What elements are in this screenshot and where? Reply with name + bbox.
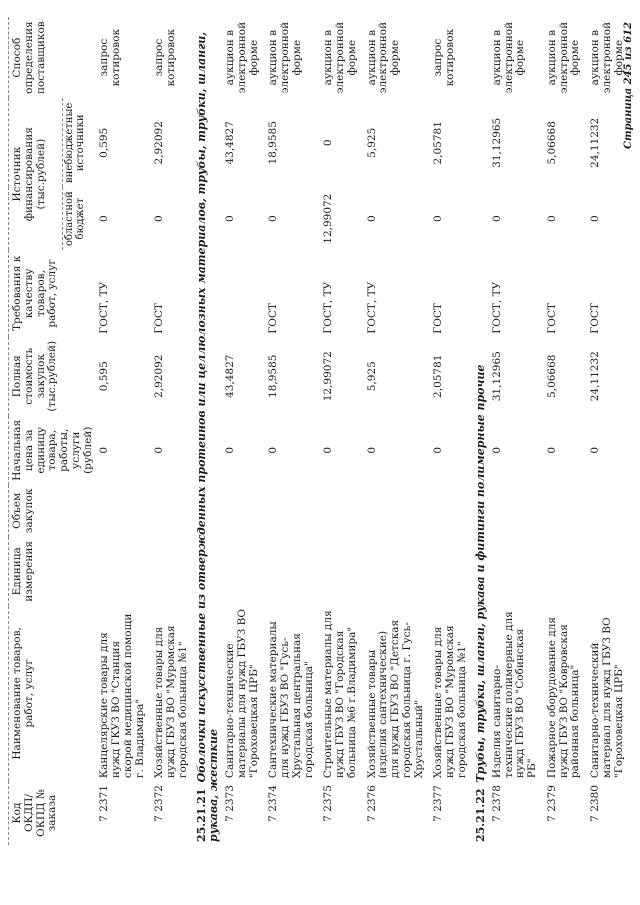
row-requirements: ГОСТ (267, 303, 280, 334)
row-total: 18,9585 (267, 354, 280, 398)
row-requirements: ГОСТ, ТУ (365, 281, 378, 334)
row-method: аукцион в электронной форме (322, 21, 358, 94)
row-name: Строительные материалы для нужд ГБУЗ ВО "Городская больница №6 г.Владимира" (322, 610, 358, 779)
row-method: аукцион в электронной форме (490, 21, 527, 94)
row-price: 0 (490, 446, 503, 454)
row-volume (319, 485, 362, 537)
row-method: аукцион в электронной форме (589, 21, 625, 94)
row-volume (363, 485, 430, 537)
header-unit: Единица измерения (9, 537, 96, 606)
row-requirements: ГОСТ, ТУ (98, 281, 111, 334)
row-price: 0 (267, 446, 280, 454)
row-regional-budget: 0 (365, 215, 378, 223)
row-volume (95, 485, 150, 537)
row-extra-budget: 0,595 (98, 127, 111, 158)
row-volume (429, 485, 472, 537)
row-extra-budget: 24,11232 (589, 117, 602, 168)
section-code: 25.21.22 (473, 788, 487, 842)
table-row (95, 17, 150, 845)
row-price: 0 (432, 446, 445, 454)
row-name: Канцелярские товары для нужд ГКУЗ ВО "Станция скорой медицинской помощи г. Владимира" (98, 613, 146, 779)
section-heading (194, 17, 222, 845)
row-extra-budget: 5,06668 (545, 121, 558, 165)
row-total: 43,4827 (224, 354, 237, 398)
row-name: Хозяйственные товары (изделия сантехнические) для нужд ГБУЗ ВО "Детская городская больница г. Гусь-Хрустальный" (365, 619, 425, 779)
row-method: запрос котировок (153, 28, 177, 87)
row-unit (319, 537, 362, 606)
row-unit (150, 537, 193, 606)
table-body (95, 17, 629, 845)
row-name: Пожарное оборудование для нужд ГБУЗ ВО "Ковровская районная больница" (545, 616, 582, 779)
header-financing: Источник финансирования (тыс.рублей) (9, 98, 63, 250)
row-requirements: ГОСТ (589, 303, 602, 334)
row-total: 31,12965 (490, 351, 503, 402)
row-name: Санитарно-технические материалы для нужд ГБУЗ ВО "Гороховецкая ЦРБ" (224, 609, 260, 779)
row-total: 2,05781 (432, 354, 445, 398)
row-extra-budget: 31,12965 (490, 117, 503, 168)
row-code: 7 2378 (490, 785, 503, 822)
row-regional-budget: 0 (153, 215, 166, 223)
row-regional-budget: 0 (432, 215, 445, 223)
row-regional-budget: 0 (98, 215, 111, 223)
row-volume (586, 485, 629, 537)
section-code: 25.21.21 (194, 788, 208, 842)
row-unit (429, 537, 472, 606)
row-code: 7 2376 (365, 785, 378, 822)
row-name: Санитарно-технический материал для нужд ГБУЗ ВО "Гороховецкая ЦРБ" (589, 617, 625, 779)
row-requirements: ГОСТ, ТУ (490, 281, 503, 334)
row-requirements: ГОСТ, ТУ (322, 281, 335, 334)
page-number: Страница 245 из 612 (623, 22, 634, 149)
row-total: 5,06668 (545, 354, 558, 398)
row-price: 0 (545, 446, 558, 454)
row-volume (221, 485, 264, 537)
row-total: 0,595 (98, 361, 111, 392)
row-unit (95, 537, 150, 606)
row-unit (586, 537, 629, 606)
row-price: 0 (153, 446, 166, 454)
section-title: Трубы, трубки, шланги, рукава и фитинги полимерные прочие (473, 364, 487, 783)
row-code: 7 2371 (98, 785, 111, 822)
row-regional-budget: 12,99072 (322, 193, 335, 244)
row-volume (150, 485, 193, 537)
header-volume: Объем закупок (9, 485, 96, 537)
row-name: Хозяйственные товары для нужд ГБУЗ ВО "Муромская городская больница №1" (432, 625, 468, 779)
section-title: Оболочки искусственные из отвержденных протеинов или целлюлозных материалов, трубы, трубки, шланги, рукава, жесткие (194, 31, 220, 842)
row-price: 0 (589, 446, 602, 454)
row-name: Изделия санитарно-технические полимерные для нужд ГБУЗ ВО "Собинская РБ" (490, 611, 539, 779)
row-method: аукцион в электронной форме (267, 21, 303, 94)
table-row (150, 17, 193, 845)
section-row (194, 17, 222, 845)
header-total: Полная стоимость закупок (тыс.рублей) (9, 337, 96, 416)
row-extra-budget: 5,925 (365, 127, 378, 158)
row-method: запрос котировок (432, 28, 457, 87)
row-code: 7 2374 (267, 785, 280, 822)
row-method: аукцион в электронной форме (545, 21, 582, 94)
row-extra-budget: 2,92092 (153, 121, 166, 165)
row-unit (543, 537, 586, 606)
row-unit (264, 537, 319, 606)
row-unit (488, 537, 543, 606)
row-total: 2,92092 (153, 354, 166, 398)
row-code: 7 2380 (589, 785, 602, 822)
header-requirements: Требования к качеству товаров, работ, услуг (9, 250, 96, 337)
row-regional-budget: 0 (224, 215, 237, 223)
row-regional-budget: 0 (589, 215, 602, 223)
row-code: 7 2379 (545, 785, 558, 822)
row-volume (543, 485, 586, 537)
row-extra-budget: 43,4827 (224, 121, 237, 165)
row-total: 5,925 (365, 361, 378, 392)
row-extra-budget: 0 (322, 139, 335, 147)
header-price: Начальная цена за единицу товара, работы, услуги (рублей) (9, 416, 96, 485)
row-requirements: ГОСТ (153, 303, 166, 334)
row-price: 0 (98, 446, 111, 454)
table-row (319, 17, 362, 845)
section-heading (473, 17, 488, 845)
header-method: Способ определения поставщиков (9, 17, 96, 98)
table-row (488, 17, 543, 845)
row-extra-budget: 18,9585 (267, 121, 280, 165)
row-total: 12,99072 (322, 351, 335, 402)
row-requirements: ГОСТ (432, 303, 445, 334)
row-method: аукцион в электронной форме (365, 21, 402, 94)
header-extra-budget: внебюджетные источники (62, 98, 95, 187)
row-regional-budget: 0 (545, 215, 558, 223)
row-name: Сантехнические материалы для нужд ГБУЗ ВО "Гусь-Хрустальная центральная городская больница" (267, 621, 315, 779)
row-price: 0 (224, 446, 237, 454)
row-name: Хозяйственные товары для нужд ГБУЗ ВО "Муромская городская больница №1" (153, 625, 189, 779)
table-row (543, 17, 586, 845)
procurement-table (8, 17, 629, 845)
row-code: 7 2375 (322, 785, 335, 822)
header-code: Код ОКДП/ ОКПД № заказа (9, 781, 96, 845)
header-regional-budget: областной бюджет (62, 187, 95, 250)
row-requirements (221, 250, 264, 337)
table-row (363, 17, 430, 845)
table-row (429, 17, 472, 845)
section-row (473, 17, 488, 845)
row-code: 7 2372 (153, 785, 166, 822)
row-volume (488, 485, 543, 537)
row-extra-budget: 2,05781 (432, 121, 445, 165)
table-row (221, 17, 264, 845)
row-unit (221, 537, 264, 606)
row-unit (363, 537, 430, 606)
row-price: 0 (322, 446, 335, 454)
row-regional-budget: 0 (267, 215, 280, 223)
row-method: аукцион в электронной форме (224, 21, 260, 94)
row-volume (264, 485, 319, 537)
row-code: 7 2377 (432, 785, 445, 822)
row-code: 7 2373 (224, 785, 237, 822)
row-requirements: ГОСТ (545, 303, 558, 334)
header-name: Наименование товаров, работ, услуг (9, 606, 96, 781)
row-regional-budget: 0 (490, 215, 503, 223)
row-method: запрос котировок (98, 28, 122, 87)
row-total: 24,11232 (589, 351, 602, 402)
row-price: 0 (365, 446, 378, 454)
table-row (264, 17, 319, 845)
